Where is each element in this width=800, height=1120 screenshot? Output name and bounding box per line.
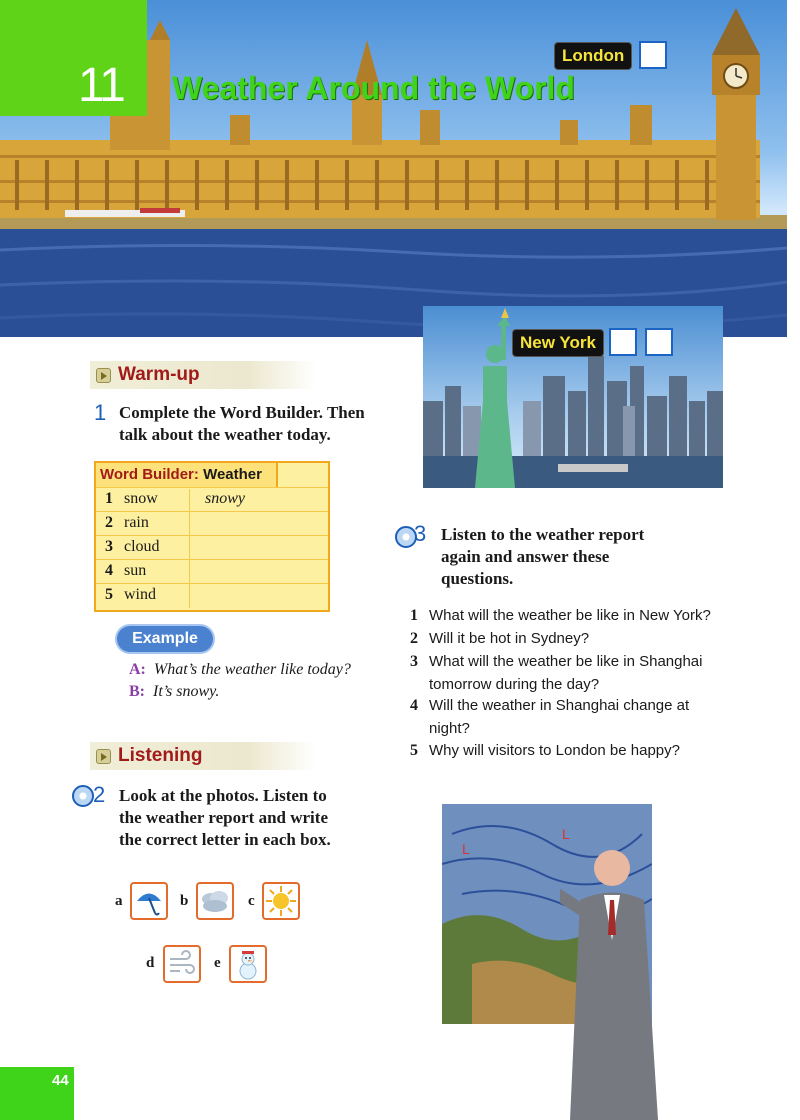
example-badge: Example: [117, 626, 213, 652]
task-1-line: Complete the Word Builder. Then: [119, 403, 365, 422]
task-2-line: Look at the photos. Listen to: [119, 786, 327, 805]
question-row-continued: [429, 720, 470, 737]
unit-title: Weather Around the World: [172, 70, 575, 106]
snowman-icon[interactable]: [229, 945, 267, 983]
row-number: 4: [105, 562, 113, 579]
question-number: 4: [410, 697, 418, 714]
speaker-label: A:: [129, 661, 146, 678]
task-2-number: 2: [93, 782, 106, 807]
option-letter: d: [146, 955, 155, 971]
question-row: [410, 607, 711, 625]
section-arrow-icon: [96, 749, 111, 764]
row-number: 3: [105, 538, 113, 555]
row-word: sun: [124, 562, 147, 579]
example-text: What’s the weather like today?: [153, 661, 351, 678]
london-label: London: [554, 42, 632, 70]
option-letter: e: [214, 955, 221, 971]
new-york-answer-box-2[interactable]: [645, 328, 673, 356]
option-letter: a: [115, 893, 123, 909]
word-builder: [94, 461, 330, 612]
row-number: 1: [105, 490, 113, 507]
new-york-answer-box-1[interactable]: [609, 328, 637, 356]
warmup-heading-label: Warm-up: [118, 364, 200, 385]
question-text: tomorrow during the day?: [429, 676, 600, 693]
task-1-number: 1: [94, 400, 107, 425]
question-row: [410, 697, 689, 715]
task-3-line: questions.: [441, 569, 514, 588]
task-3-line: Listen to the weather report: [441, 525, 645, 544]
word-builder-title-word: Weather: [203, 466, 262, 483]
question-text: What will the weather be like in New York?: [429, 607, 711, 624]
example-text: It’s snowy.: [153, 683, 220, 700]
row-word: wind: [124, 586, 156, 603]
word-builder-row: [96, 559, 328, 584]
row-number: 2: [105, 514, 113, 531]
sun-icon[interactable]: [262, 882, 300, 920]
task-1-text: [119, 402, 365, 446]
task-3-text: [441, 524, 644, 590]
unit-number: 11: [78, 59, 124, 112]
word-builder-header: [96, 463, 278, 487]
task-2-line: the weather report and write: [119, 808, 328, 827]
svg-text:L: L: [462, 841, 470, 857]
word-builder-row: [96, 583, 328, 608]
speaker-label: B:: [129, 683, 145, 700]
example-line: [129, 661, 351, 679]
row-answer[interactable]: snowy: [205, 490, 245, 507]
option-letter: b: [180, 893, 189, 909]
task-2-text: [119, 785, 331, 851]
question-row: [410, 742, 680, 760]
option-letter: c: [248, 893, 255, 909]
word-builder-row: [96, 511, 328, 536]
question-row: [410, 630, 589, 648]
example-line: [129, 683, 219, 701]
row-word: rain: [124, 514, 149, 531]
task-3-number: 3: [414, 521, 427, 546]
wind-icon[interactable]: [163, 945, 201, 983]
listening-heading-label: Listening: [118, 745, 203, 766]
row-word: snow: [124, 490, 158, 507]
question-number: 5: [410, 742, 418, 759]
new-york-label: New York: [512, 329, 604, 357]
unit-number-box: [0, 0, 147, 116]
question-number: 3: [410, 653, 418, 670]
task-1-line: talk about the weather today.: [119, 425, 331, 444]
london-answer-box[interactable]: [639, 41, 667, 69]
question-text: Will it be hot in Sydney?: [429, 630, 590, 647]
question-row: [410, 653, 703, 671]
question-number: 1: [410, 607, 418, 624]
page-number: 44: [52, 1072, 69, 1089]
word-builder-row: [96, 487, 328, 512]
warmup-heading: [90, 361, 316, 389]
task-2-line: the correct letter in each box.: [119, 830, 331, 849]
question-number: 2: [410, 630, 418, 647]
word-builder-row: [96, 535, 328, 560]
svg-text:L: L: [562, 826, 570, 842]
umbrella-icon[interactable]: [130, 882, 168, 920]
word-builder-title: [100, 466, 262, 483]
task-3-line: again and answer these: [441, 547, 610, 566]
audio-cd-icon[interactable]: [72, 785, 94, 807]
question-text: Will the weather in Shanghai change at: [429, 697, 690, 714]
question-text: Why will visitors to London be happy?: [429, 742, 680, 759]
row-number: 5: [105, 586, 113, 603]
cloud-icon[interactable]: [196, 882, 234, 920]
listening-heading: [90, 742, 316, 770]
weatherman-figure: [560, 840, 660, 1120]
question-text: night?: [429, 720, 470, 737]
question-row-continued: [429, 676, 599, 693]
row-word: cloud: [124, 538, 160, 555]
section-arrow-icon: [96, 368, 111, 383]
word-builder-title-prefix: Word Builder:: [100, 466, 199, 483]
question-text: What will the weather be like in Shanghai: [429, 653, 703, 670]
